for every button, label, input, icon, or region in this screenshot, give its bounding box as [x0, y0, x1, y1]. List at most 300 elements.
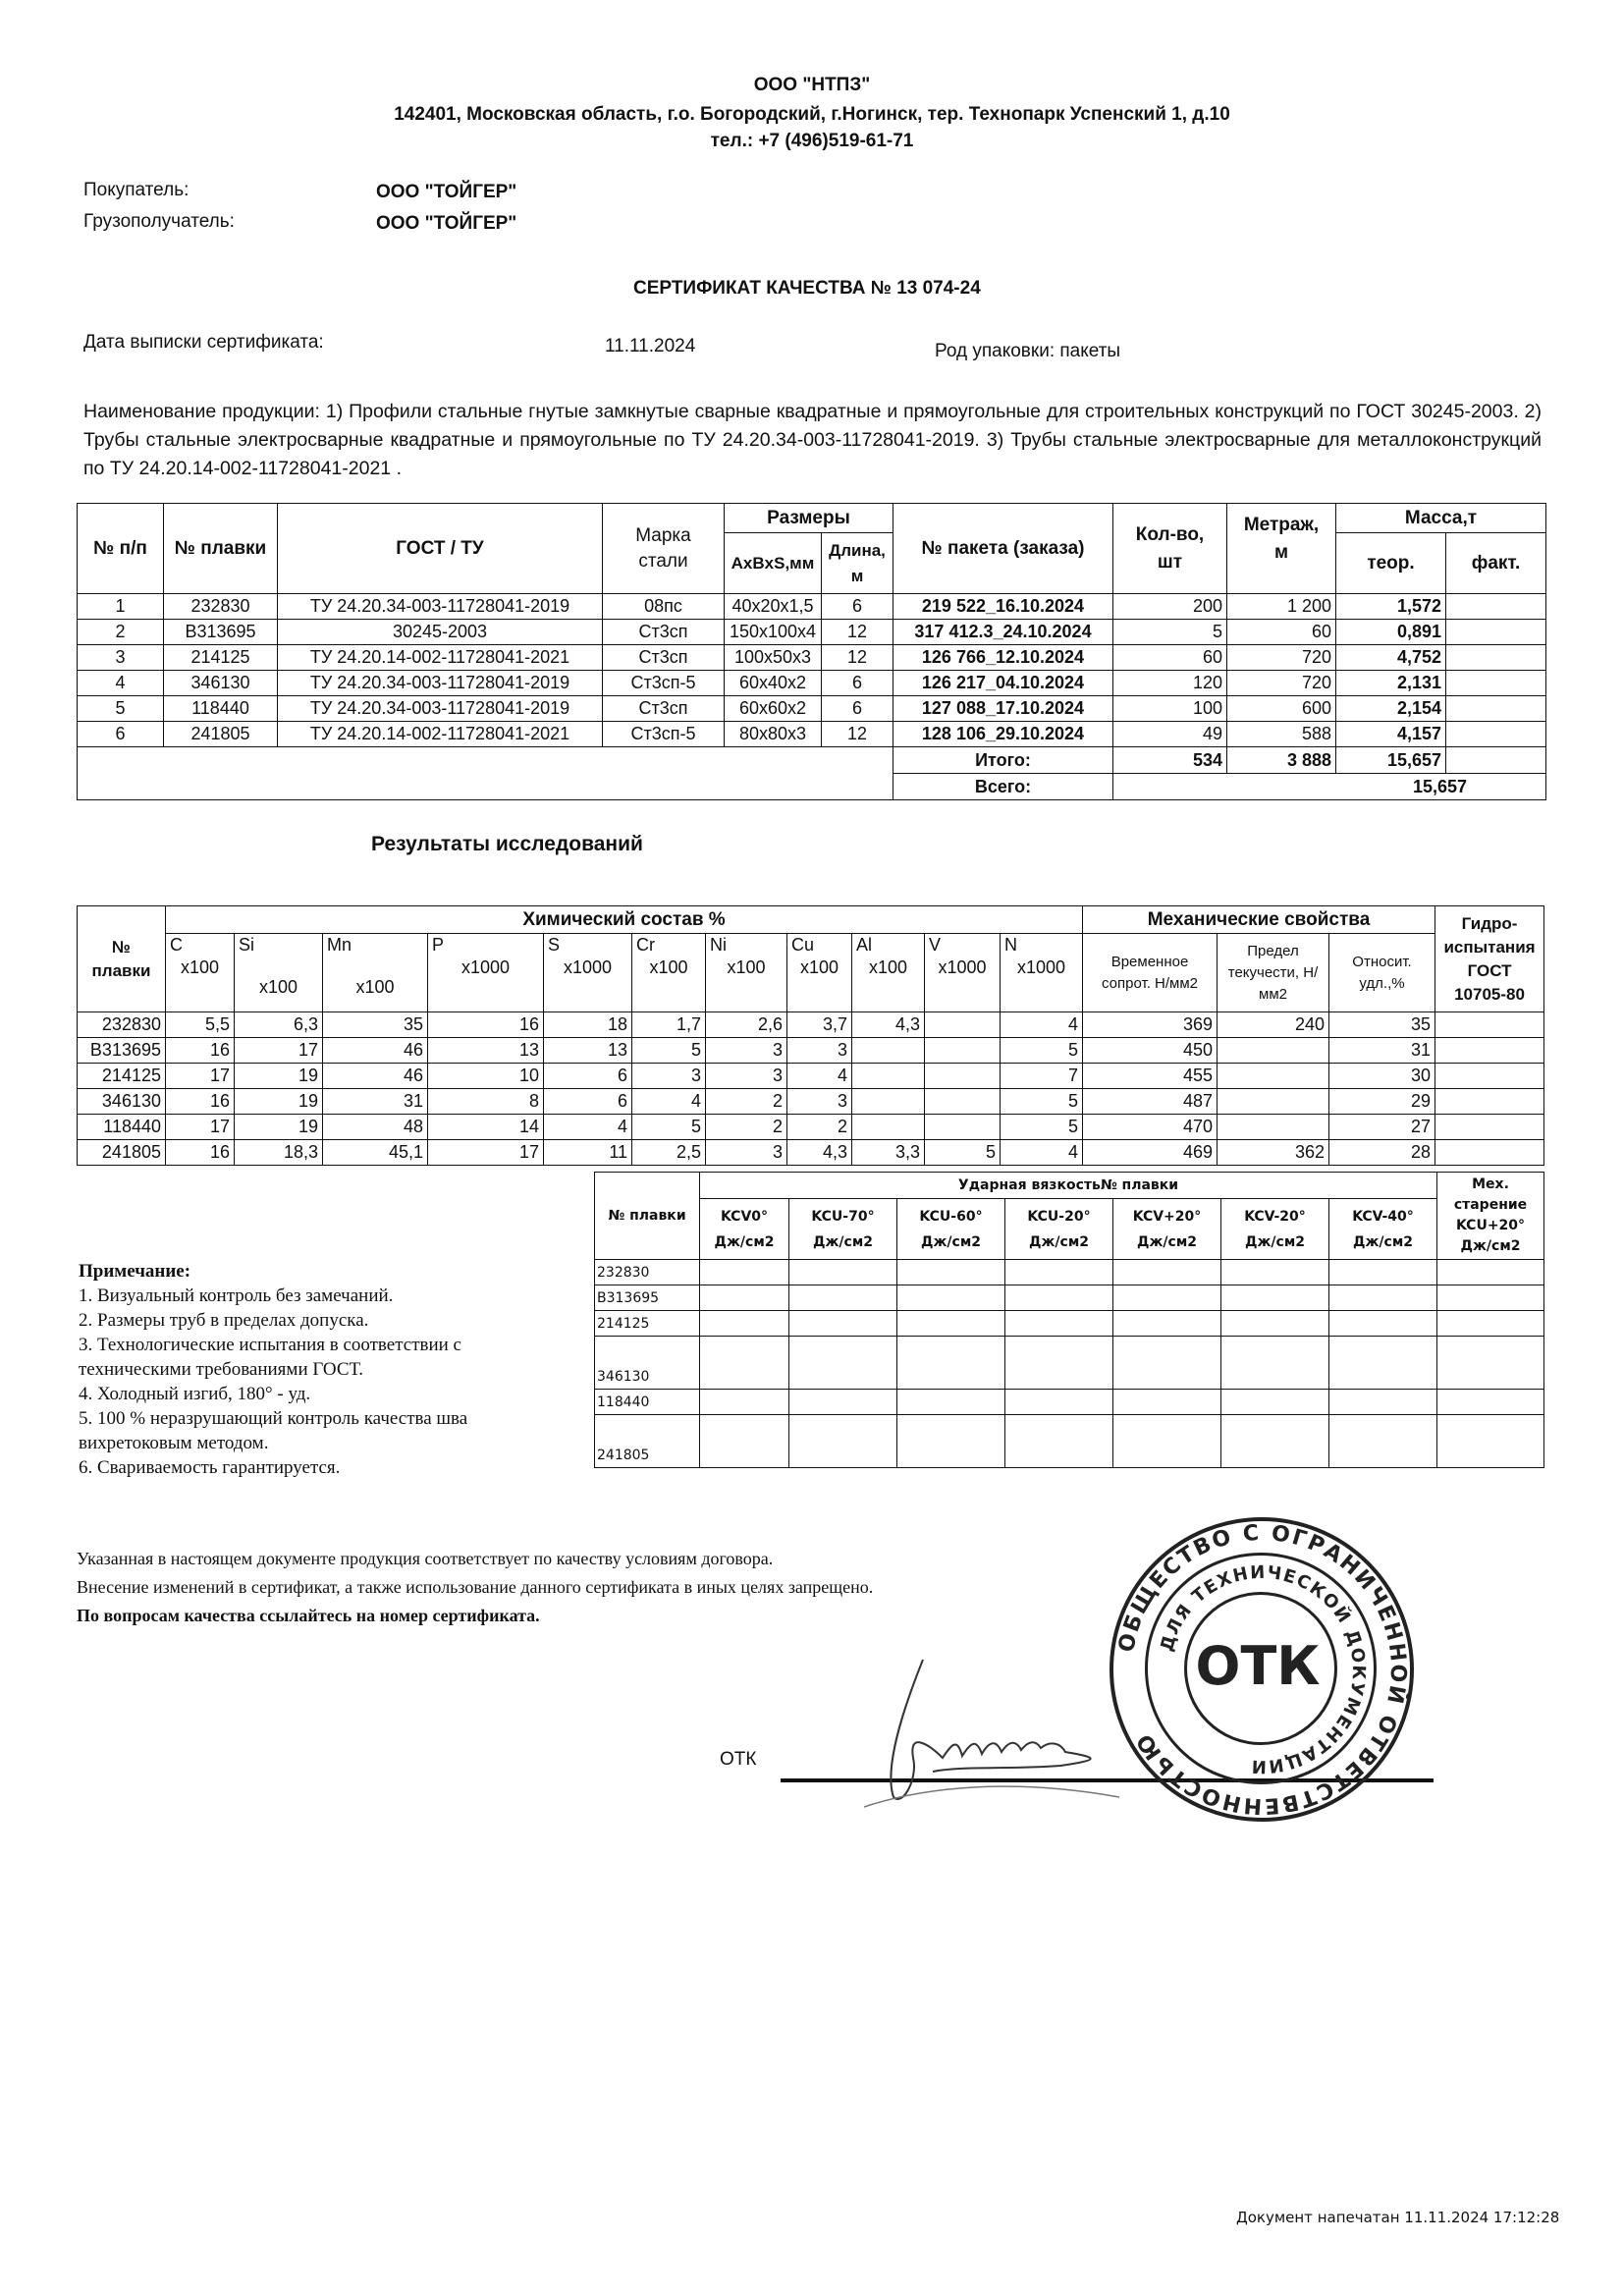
cell-ni: 3	[706, 1064, 787, 1089]
note-item: техническими требованиями ГОСТ.	[79, 1359, 363, 1380]
cell-gost: ТУ 24.20.34-003-11728041-2019	[278, 594, 603, 620]
stamp-inner-text: ДЛЯ ТЕХНИЧЕСКОЙ ДОКУМЕНТАЦИИ	[1156, 1561, 1370, 1777]
cell-n: 5	[1001, 1038, 1083, 1064]
cell-c: 16	[166, 1140, 235, 1166]
printed-timestamp: Документ напечатан 11.11.2024 17:12:28	[1236, 2209, 1560, 2226]
impact-value-cell	[1329, 1285, 1437, 1311]
element-multiplier: x100	[868, 957, 908, 977]
element-symbol: Si	[239, 935, 255, 955]
col-mass-header: Масса,т	[1336, 504, 1546, 533]
cell-n: 5	[1001, 1089, 1083, 1115]
cell-cr: 1,7	[632, 1012, 706, 1038]
cell-heat: B313695	[78, 1038, 166, 1064]
element-symbol: Al	[856, 935, 873, 955]
cell-n: 5	[1001, 1115, 1083, 1140]
impact-col-name: KCU-20°	[1027, 1208, 1091, 1225]
aging-header-line: Дж/см2	[1460, 1238, 1521, 1254]
note-item: 1. Визуальный контроль без замечаний.	[79, 1285, 394, 1306]
chem-group-header: Химический состав %	[166, 906, 1083, 934]
impact-value-cell	[1221, 1337, 1329, 1390]
table-row	[78, 696, 1546, 722]
element-header-s	[544, 934, 632, 1012]
cell-heat: 214125	[78, 1064, 166, 1089]
buyer-value: ООО "ТОЙГЕР"	[376, 182, 517, 202]
cell-num: 5	[78, 696, 164, 722]
element-multiplier: x100	[799, 957, 839, 977]
impact-value-cell	[1329, 1260, 1437, 1285]
impact-value-cell	[789, 1337, 897, 1390]
impact-heat-cell: 214125	[595, 1311, 700, 1337]
stamp-outer-text: ОБЩЕСТВО С ОГРАНИЧЕННОЙ ОТВЕТСТВЕННОСТЬЮ	[1114, 1520, 1411, 1819]
table-row	[78, 1115, 1544, 1140]
table-row	[595, 1415, 1544, 1468]
cell-cr: 5	[632, 1038, 706, 1064]
cell-c: 16	[166, 1089, 235, 1115]
cell-cu: 3	[787, 1089, 852, 1115]
cell-cr: 2,5	[632, 1140, 706, 1166]
table-row	[78, 1038, 1544, 1064]
cell-si: 19	[235, 1089, 323, 1115]
impact-value-cell	[897, 1260, 1005, 1285]
cell-yield	[1218, 1038, 1329, 1064]
impact-value-cell	[897, 1337, 1005, 1390]
impact-value-cell	[700, 1311, 789, 1337]
cell-yield	[1218, 1115, 1329, 1140]
statements	[77, 1545, 873, 1630]
col-length-header	[822, 533, 893, 594]
cell-meters: 1 200	[1227, 594, 1336, 620]
impact-value-cell	[1437, 1311, 1544, 1337]
cell-gost: ТУ 24.20.14-002-11728041-2021	[278, 722, 603, 747]
totals-mass-fact	[1446, 747, 1546, 774]
date-label: Дата выписки сертификата:	[83, 332, 324, 353]
cell-meters: 720	[1227, 671, 1336, 696]
impact-col-unit: Дж/см2	[1137, 1233, 1197, 1250]
impact-col-header	[1005, 1199, 1113, 1260]
cell-package: 219 522_16.10.2024	[893, 594, 1113, 620]
cell-cu: 4	[787, 1064, 852, 1089]
impact-value-cell	[1113, 1415, 1221, 1468]
col-grade-header	[603, 504, 725, 594]
statement-prohibition: Внесение изменений в сертификат, а также использование данного сертификата в иных целях запрещено.	[77, 1577, 874, 1597]
element-header-si	[235, 934, 323, 1012]
impact-col-name: KCV0°	[720, 1208, 769, 1225]
element-header-c	[166, 934, 235, 1012]
table-row	[595, 1390, 1544, 1415]
cell-meters: 600	[1227, 696, 1336, 722]
impact-value-cell	[1005, 1415, 1113, 1468]
impact-value-cell	[1437, 1415, 1544, 1468]
cell-mass-theor: 0,891	[1336, 620, 1446, 645]
cell-elongation: 31	[1329, 1038, 1435, 1064]
cell-tensile: 369	[1083, 1012, 1218, 1038]
impact-value-cell	[1437, 1285, 1544, 1311]
impact-heat-cell: 118440	[595, 1390, 700, 1415]
date-value: 11.11.2024	[605, 336, 696, 356]
table-row	[595, 1285, 1544, 1311]
table-row	[595, 1337, 1544, 1390]
impact-heat-cell: 232830	[595, 1260, 700, 1285]
cell-s: 6	[544, 1089, 632, 1115]
cell-grade: Ст3сп-5	[603, 722, 725, 747]
cell-p: 8	[428, 1089, 544, 1115]
cell-si: 17	[235, 1038, 323, 1064]
length-header-line2: м	[850, 566, 864, 585]
impact-col-name: KCU-60°	[919, 1208, 983, 1225]
totals-label: Итого:	[893, 747, 1113, 774]
buyer-label: Покупатель:	[83, 180, 189, 200]
cell-yield: 240	[1218, 1012, 1329, 1038]
cell-ni: 2,6	[706, 1012, 787, 1038]
cell-s: 18	[544, 1012, 632, 1038]
cell-dims: 150x100x4	[725, 620, 822, 645]
col-qty-header	[1113, 504, 1227, 594]
statement-conformity: Указанная в настоящем документе продукция соответствует по качеству условиям договора.	[77, 1549, 774, 1568]
impact-value-cell	[1005, 1260, 1113, 1285]
element-symbol: C	[170, 935, 183, 955]
cell-grade: Ст3сп-5	[603, 671, 725, 696]
col-meters-header	[1227, 504, 1336, 594]
grade-header-line1: Марка	[635, 524, 691, 546]
cell-al	[852, 1115, 925, 1140]
impact-value-cell	[1221, 1260, 1329, 1285]
table-row	[78, 722, 1546, 747]
statement-reference: По вопросам качества ссылайтесь на номер сертификата.	[77, 1606, 540, 1625]
element-header-cu	[787, 934, 852, 1012]
impact-value-cell	[700, 1285, 789, 1311]
cell-tensile: 469	[1083, 1140, 1218, 1166]
cell-s: 6	[544, 1064, 632, 1089]
cell-c: 17	[166, 1064, 235, 1089]
impact-value-cell	[700, 1260, 789, 1285]
cell-meters: 720	[1227, 645, 1336, 671]
impact-value-cell	[1113, 1311, 1221, 1337]
cell-length: 12	[822, 645, 893, 671]
element-multiplier: x100	[649, 957, 688, 977]
cell-cr: 3	[632, 1064, 706, 1089]
hydro-header-line: Гидро-	[1461, 913, 1518, 933]
aging-header-line: Мех.	[1472, 1176, 1509, 1192]
cell-hydro	[1435, 1089, 1544, 1115]
element-header-ni	[706, 934, 787, 1012]
cell-p: 14	[428, 1115, 544, 1140]
impact-value-cell	[1113, 1285, 1221, 1311]
impact-toughness-table	[594, 1172, 1544, 1468]
impact-col-header	[897, 1199, 1005, 1260]
impact-value-cell	[1221, 1415, 1329, 1468]
col-heat-header: № плавки	[164, 504, 278, 594]
grade-header-line2: стали	[638, 550, 688, 572]
impact-value-cell	[1005, 1311, 1113, 1337]
note-item: 3. Технологические испытания в соответствии с	[79, 1335, 461, 1355]
impact-col-header	[1221, 1199, 1329, 1260]
element-symbol: P	[432, 935, 445, 955]
cell-elongation: 27	[1329, 1115, 1435, 1140]
cell-al: 3,3	[852, 1140, 925, 1166]
cell-heat: 118440	[164, 696, 278, 722]
totals-meters: 3 888	[1227, 747, 1336, 774]
table-row	[595, 1311, 1544, 1337]
cell-cr: 5	[632, 1115, 706, 1140]
cell-mass-fact	[1446, 645, 1546, 671]
cell-mass-fact	[1446, 696, 1546, 722]
hydro-header-line: 10705-80	[1454, 984, 1525, 1004]
shipment-table	[77, 503, 1546, 800]
impact-value-cell	[1113, 1337, 1221, 1390]
cell-p: 17	[428, 1140, 544, 1166]
cell-gost: ТУ 24.20.34-003-11728041-2019	[278, 671, 603, 696]
heat-header-line1: №	[112, 937, 131, 957]
heat-header	[78, 906, 166, 1012]
results-title: Результаты исследований	[371, 833, 643, 855]
impact-value-cell	[1329, 1390, 1437, 1415]
grand-total-label: Всего:	[893, 774, 1113, 800]
element-symbol: Mn	[327, 935, 352, 955]
mech-group-header: Механические свойства	[1083, 906, 1435, 934]
cell-dims: 100x50x3	[725, 645, 822, 671]
chem-mech-table	[77, 905, 1544, 1166]
totals-mass-theor: 15,657	[1336, 747, 1446, 774]
cell-yield: 362	[1218, 1140, 1329, 1166]
cell-heat: B313695	[164, 620, 278, 645]
element-multiplier: x100	[355, 977, 395, 997]
cell-ni: 3	[706, 1140, 787, 1166]
product-description: Наименование продукции: 1) Профили стальные гнутые замкнутые сварные квадратные и прямоугольные для строительных конструкций по ГОСТ 30245-2003. 2) Трубы стальные электросварные квадратные и прямоугольные по ТУ 24.20.34-003-11728041-2019. 3) Трубы стальные электросварные для металлоконструкций по ТУ 24.20.14-002-11728041-2021 .	[83, 401, 1542, 479]
element-multiplier: x1000	[1016, 957, 1066, 977]
grand-total-value: 15,657	[1113, 774, 1546, 800]
element-symbol: Ni	[710, 935, 727, 955]
cell-grade: Ст3сп	[603, 696, 725, 722]
notes-block	[79, 1259, 589, 1480]
cell-c: 5,5	[166, 1012, 235, 1038]
impact-value-cell	[789, 1415, 897, 1468]
length-header-line1: Длина,	[829, 540, 886, 560]
cell-qty: 5	[1113, 620, 1227, 645]
col-package-header: № пакета (заказа)	[893, 504, 1113, 594]
cell-num: 3	[78, 645, 164, 671]
cell-meters: 60	[1227, 620, 1336, 645]
cell-s: 11	[544, 1140, 632, 1166]
cell-qty: 49	[1113, 722, 1227, 747]
element-symbol: Cr	[636, 935, 655, 955]
cell-package: 128 106_29.10.2024	[893, 722, 1113, 747]
impact-col-name: KCV+20°	[1132, 1208, 1202, 1225]
cell-p: 16	[428, 1012, 544, 1038]
impact-group-header: Ударная вязкость№ плавки	[700, 1173, 1437, 1199]
impact-value-cell	[700, 1415, 789, 1468]
cell-p: 13	[428, 1038, 544, 1064]
cell-al: 4,3	[852, 1012, 925, 1038]
impact-col-name: KCV-20°	[1244, 1208, 1306, 1225]
cell-v	[925, 1089, 1001, 1115]
cell-n: 4	[1001, 1012, 1083, 1038]
cell-grade: Ст3сп	[603, 645, 725, 671]
cell-elongation: 29	[1329, 1089, 1435, 1115]
table-row	[595, 1260, 1544, 1285]
cell-qty: 200	[1113, 594, 1227, 620]
impact-col-unit: Дж/см2	[813, 1233, 873, 1250]
cell-hydro	[1435, 1115, 1544, 1140]
element-header-mn	[323, 934, 428, 1012]
impact-value-cell	[789, 1260, 897, 1285]
element-multiplier: x1000	[938, 957, 987, 977]
cell-si: 19	[235, 1115, 323, 1140]
cell-hydro	[1435, 1064, 1544, 1089]
impact-value-cell	[1005, 1337, 1113, 1390]
impact-value-cell	[1005, 1390, 1113, 1415]
table-row	[78, 1140, 1544, 1166]
cell-p: 10	[428, 1064, 544, 1089]
otk-stamp	[1110, 1517, 1414, 1822]
element-multiplier: x100	[258, 977, 298, 997]
cell-package: 126 217_04.10.2024	[893, 671, 1113, 696]
cell-mn: 31	[323, 1089, 428, 1115]
note-item: 5. 100 % неразрушающий контроль качества шва	[79, 1408, 468, 1429]
mech-header-elongation: Относит. удл.,%	[1329, 934, 1435, 1012]
impact-col-header	[1329, 1199, 1437, 1260]
impact-value-cell	[700, 1337, 789, 1390]
cell-elongation: 28	[1329, 1140, 1435, 1166]
table-row	[78, 1089, 1544, 1115]
impact-value-cell	[1113, 1390, 1221, 1415]
impact-heat-header: № плавки	[595, 1173, 700, 1260]
cell-num: 2	[78, 620, 164, 645]
cell-heat: 241805	[78, 1140, 166, 1166]
col-mass-fact-header: факт.	[1446, 533, 1546, 594]
impact-value-cell	[897, 1390, 1005, 1415]
element-header-v	[925, 934, 1001, 1012]
heat-header-line2: плавки	[91, 960, 151, 980]
meters-header-line2: м	[1273, 542, 1289, 563]
cell-cu: 3	[787, 1038, 852, 1064]
cell-al	[852, 1038, 925, 1064]
impact-value-cell	[1437, 1390, 1544, 1415]
cell-length: 12	[822, 722, 893, 747]
cell-length: 6	[822, 696, 893, 722]
consignee-value: ООО "ТОЙГЕР"	[376, 213, 517, 234]
table-row	[78, 620, 1546, 645]
certificate-title: СЕРТИФИКАТ КАЧЕСТВА № 13 074-24	[633, 278, 981, 299]
cell-length: 6	[822, 671, 893, 696]
cell-mn: 45,1	[323, 1140, 428, 1166]
mech-header-yield: Предел текучести, Н/мм2	[1218, 934, 1329, 1012]
cell-dims: 40x20x1,5	[725, 594, 822, 620]
note-item: вихретоковым методом.	[79, 1433, 269, 1453]
cell-mass-theor: 2,131	[1336, 671, 1446, 696]
impact-heat-cell: 241805	[595, 1415, 700, 1468]
cell-cu: 2	[787, 1115, 852, 1140]
cell-heat: 346130	[78, 1089, 166, 1115]
impact-value-cell	[1437, 1337, 1544, 1390]
impact-value-cell	[1329, 1337, 1437, 1390]
impact-value-cell	[1005, 1285, 1113, 1311]
table-row	[78, 594, 1546, 620]
element-header-cr	[632, 934, 706, 1012]
cell-heat: 214125	[164, 645, 278, 671]
impact-value-cell	[1221, 1311, 1329, 1337]
cell-tensile: 470	[1083, 1115, 1218, 1140]
cell-mass-fact	[1446, 620, 1546, 645]
aging-header-line: KCU+20°	[1455, 1218, 1526, 1233]
cell-al	[852, 1089, 925, 1115]
cell-elongation: 30	[1329, 1064, 1435, 1089]
cell-heat: 232830	[78, 1012, 166, 1038]
cell-qty: 100	[1113, 696, 1227, 722]
cell-mass-theor: 1,572	[1336, 594, 1446, 620]
cell-package: 127 088_17.10.2024	[893, 696, 1113, 722]
col-mass-theor-header: теор.	[1336, 533, 1446, 594]
col-dims-header: АxВxS,мм	[725, 533, 822, 594]
cell-ni: 3	[706, 1038, 787, 1064]
impact-col-unit: Дж/см2	[1029, 1233, 1089, 1250]
table-row	[78, 1064, 1544, 1089]
impact-col-unit: Дж/см2	[1353, 1233, 1413, 1250]
cell-gost: ТУ 24.20.34-003-11728041-2019	[278, 696, 603, 722]
cell-ni: 2	[706, 1089, 787, 1115]
element-symbol: N	[1004, 935, 1017, 955]
cell-mass-theor: 4,752	[1336, 645, 1446, 671]
cell-heat: 118440	[78, 1115, 166, 1140]
cell-num: 6	[78, 722, 164, 747]
impact-value-cell	[1113, 1260, 1221, 1285]
impact-value-cell	[1329, 1415, 1437, 1468]
impact-value-cell	[1221, 1285, 1329, 1311]
element-header-n	[1001, 934, 1083, 1012]
meters-header-line1: Метраж,	[1243, 515, 1320, 535]
impact-value-cell	[789, 1311, 897, 1337]
table-row	[78, 1012, 1544, 1038]
table-row	[78, 671, 1546, 696]
cell-yield	[1218, 1064, 1329, 1089]
consignee-label: Грузополучатель:	[83, 211, 235, 232]
impact-col-header	[700, 1199, 789, 1260]
cell-v	[925, 1064, 1001, 1089]
cell-tensile: 450	[1083, 1038, 1218, 1064]
cell-mn: 48	[323, 1115, 428, 1140]
cell-cr: 4	[632, 1089, 706, 1115]
totals-blank	[78, 747, 893, 800]
cell-grade: 08пс	[603, 594, 725, 620]
impact-value-cell	[897, 1285, 1005, 1311]
impact-value-cell	[1329, 1311, 1437, 1337]
aging-header	[1437, 1173, 1544, 1260]
cell-v	[925, 1012, 1001, 1038]
cell-heat: 346130	[164, 671, 278, 696]
company-phone: тел.: +7 (496)519-61-71	[710, 131, 914, 151]
cell-v: 5	[925, 1140, 1001, 1166]
impact-value-cell	[1437, 1260, 1544, 1285]
element-multiplier: x100	[727, 957, 766, 977]
cell-c: 17	[166, 1115, 235, 1140]
cell-length: 6	[822, 594, 893, 620]
company-address: 142401, Московская область, г.о. Богородский, г.Ногинск, тер. Технопарк Успенский 1, д.10	[394, 104, 1230, 125]
hydro-header-line: испытания	[1443, 937, 1536, 957]
element-multiplier: x1000	[460, 957, 511, 977]
impact-heat-cell: B313695	[595, 1285, 700, 1311]
cell-mass-theor: 4,157	[1336, 722, 1446, 747]
element-symbol: V	[929, 935, 942, 955]
cell-tensile: 487	[1083, 1089, 1218, 1115]
cell-dims: 60x60x2	[725, 696, 822, 722]
cell-length: 12	[822, 620, 893, 645]
element-symbol: S	[548, 935, 561, 955]
impact-col-header	[1113, 1199, 1221, 1260]
cell-qty: 120	[1113, 671, 1227, 696]
aging-header-line: старение	[1453, 1197, 1528, 1213]
note-item: 4. Холодный изгиб, 180° - уд.	[79, 1384, 311, 1404]
impact-col-unit: Дж/см2	[921, 1233, 981, 1250]
cell-hydro	[1435, 1038, 1544, 1064]
